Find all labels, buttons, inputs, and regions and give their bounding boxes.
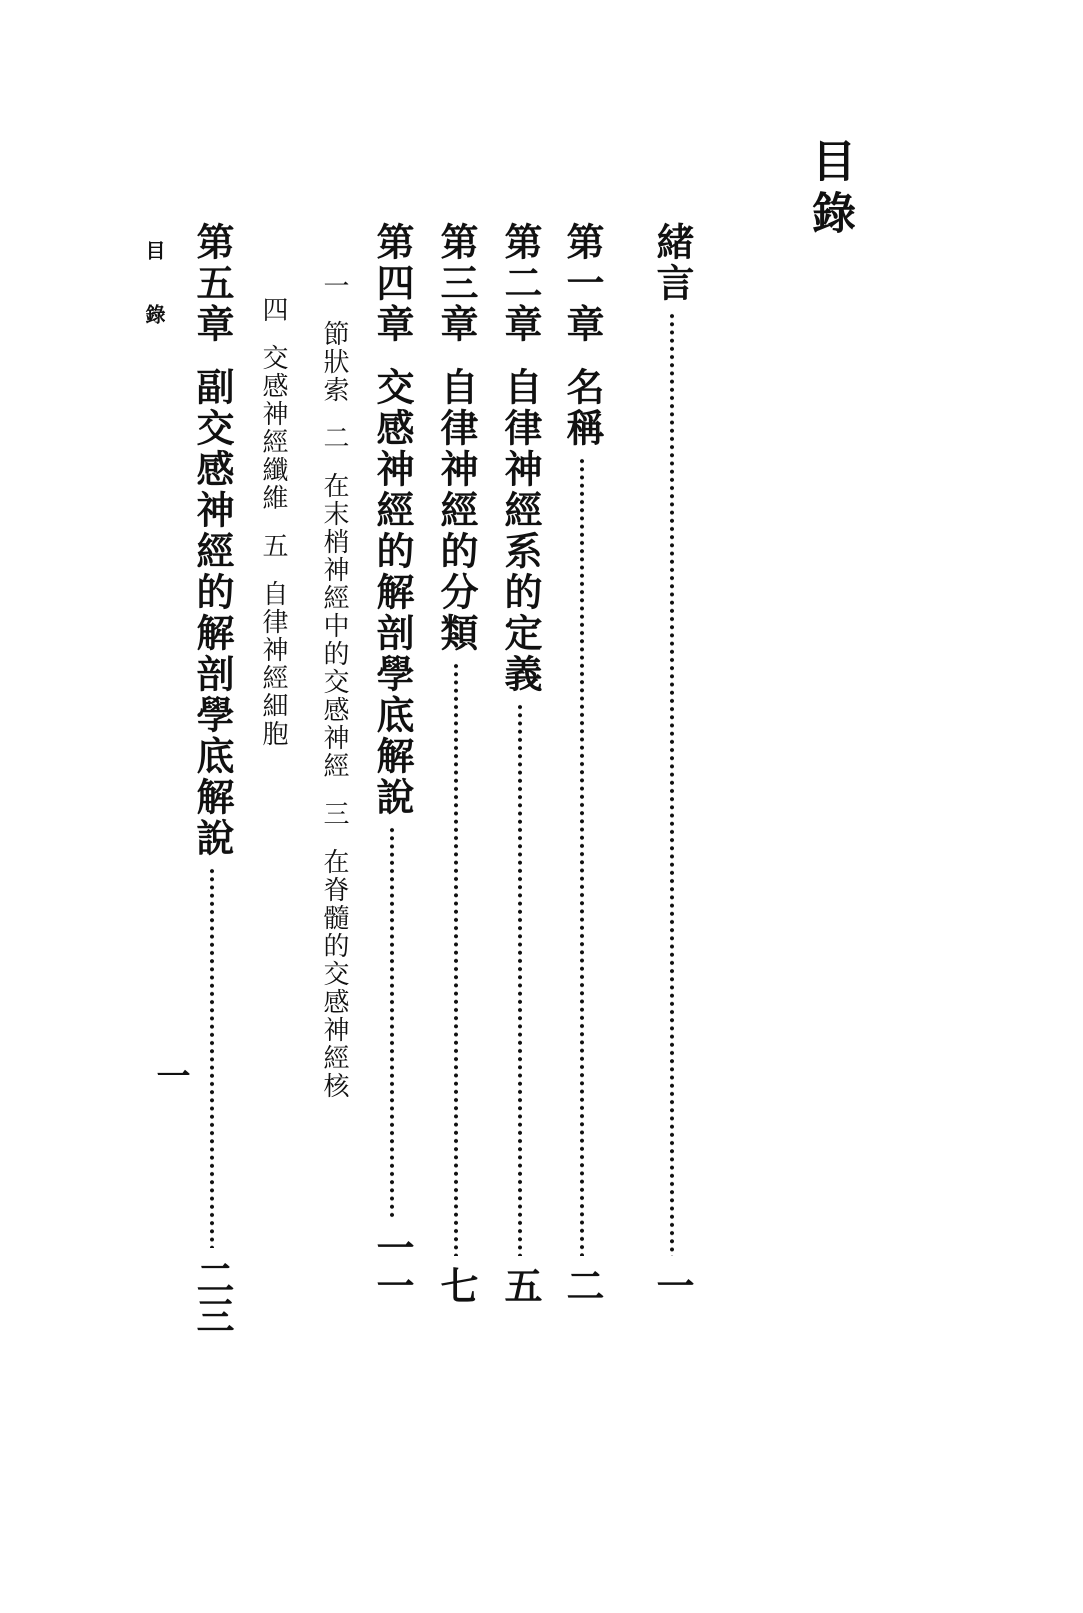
chapter-title: 副交感神經的解剖學底解說 <box>190 367 235 859</box>
entry-label <box>190 222 235 859</box>
subsection-line-1 <box>321 272 347 1100</box>
entry-label: 緒言 <box>650 222 695 304</box>
page-number: 二 <box>560 1266 605 1304</box>
subsection-number: 五 <box>258 532 288 560</box>
page-number: 五 <box>498 1266 543 1304</box>
folio: 一 <box>150 1058 190 1092</box>
subsection-title: 在脊髓的交感神經核 <box>319 848 349 1100</box>
leader-dots <box>517 703 523 1256</box>
chapter-number: 第一章 <box>560 222 605 345</box>
page-number: 一 <box>650 1266 695 1304</box>
subsection-title: 節狀索 <box>319 320 349 404</box>
leader-dots <box>579 457 585 1256</box>
entry-label <box>560 222 605 449</box>
chapter-number: 第二章 <box>498 222 543 345</box>
page-number: 七 <box>434 1266 479 1304</box>
toc-entry-preface <box>650 222 695 1304</box>
chapter-title: 交感神經的解剖學底解說 <box>370 367 415 818</box>
page-number: 二三 <box>190 1258 235 1334</box>
entry-label <box>498 222 543 695</box>
running-head: 目錄 <box>142 240 166 368</box>
chapter-number: 第三章 <box>434 222 479 345</box>
entry-label <box>370 222 415 818</box>
subsection-title: 自律神經細胞 <box>258 580 288 748</box>
subsection-title: 交感神經纖維 <box>258 344 288 512</box>
chapter-number: 第四章 <box>370 222 415 345</box>
leader-dots <box>389 826 395 1218</box>
page-number: 一一 <box>370 1228 415 1304</box>
entry-label <box>434 222 479 654</box>
chapter-title: 自律神經系的定義 <box>498 367 543 695</box>
subsection-number: 四 <box>258 296 288 324</box>
toc-entry-chapter-5 <box>190 222 235 1334</box>
subsection-line-2 <box>260 296 286 748</box>
toc-entry-chapter-3 <box>434 222 479 1304</box>
leader-dots <box>209 867 215 1248</box>
subsection-number: 一 <box>319 272 349 300</box>
chapter-title: 名稱 <box>560 367 605 449</box>
subsection-number: 三 <box>319 800 349 828</box>
toc-entry-chapter-1 <box>560 222 605 1304</box>
chapter-number: 第五章 <box>190 222 235 345</box>
page-title: 目錄 <box>804 138 855 242</box>
leader-dots <box>453 662 459 1256</box>
leader-dots <box>669 312 675 1256</box>
toc-entry-chapter-2 <box>498 222 543 1304</box>
toc-entry-chapter-4 <box>370 222 415 1304</box>
chapter-title: 自律神經的分類 <box>434 367 479 654</box>
subsection-number: 二 <box>319 424 349 452</box>
subsection-title: 在末梢神經中的交感神經 <box>319 472 349 780</box>
